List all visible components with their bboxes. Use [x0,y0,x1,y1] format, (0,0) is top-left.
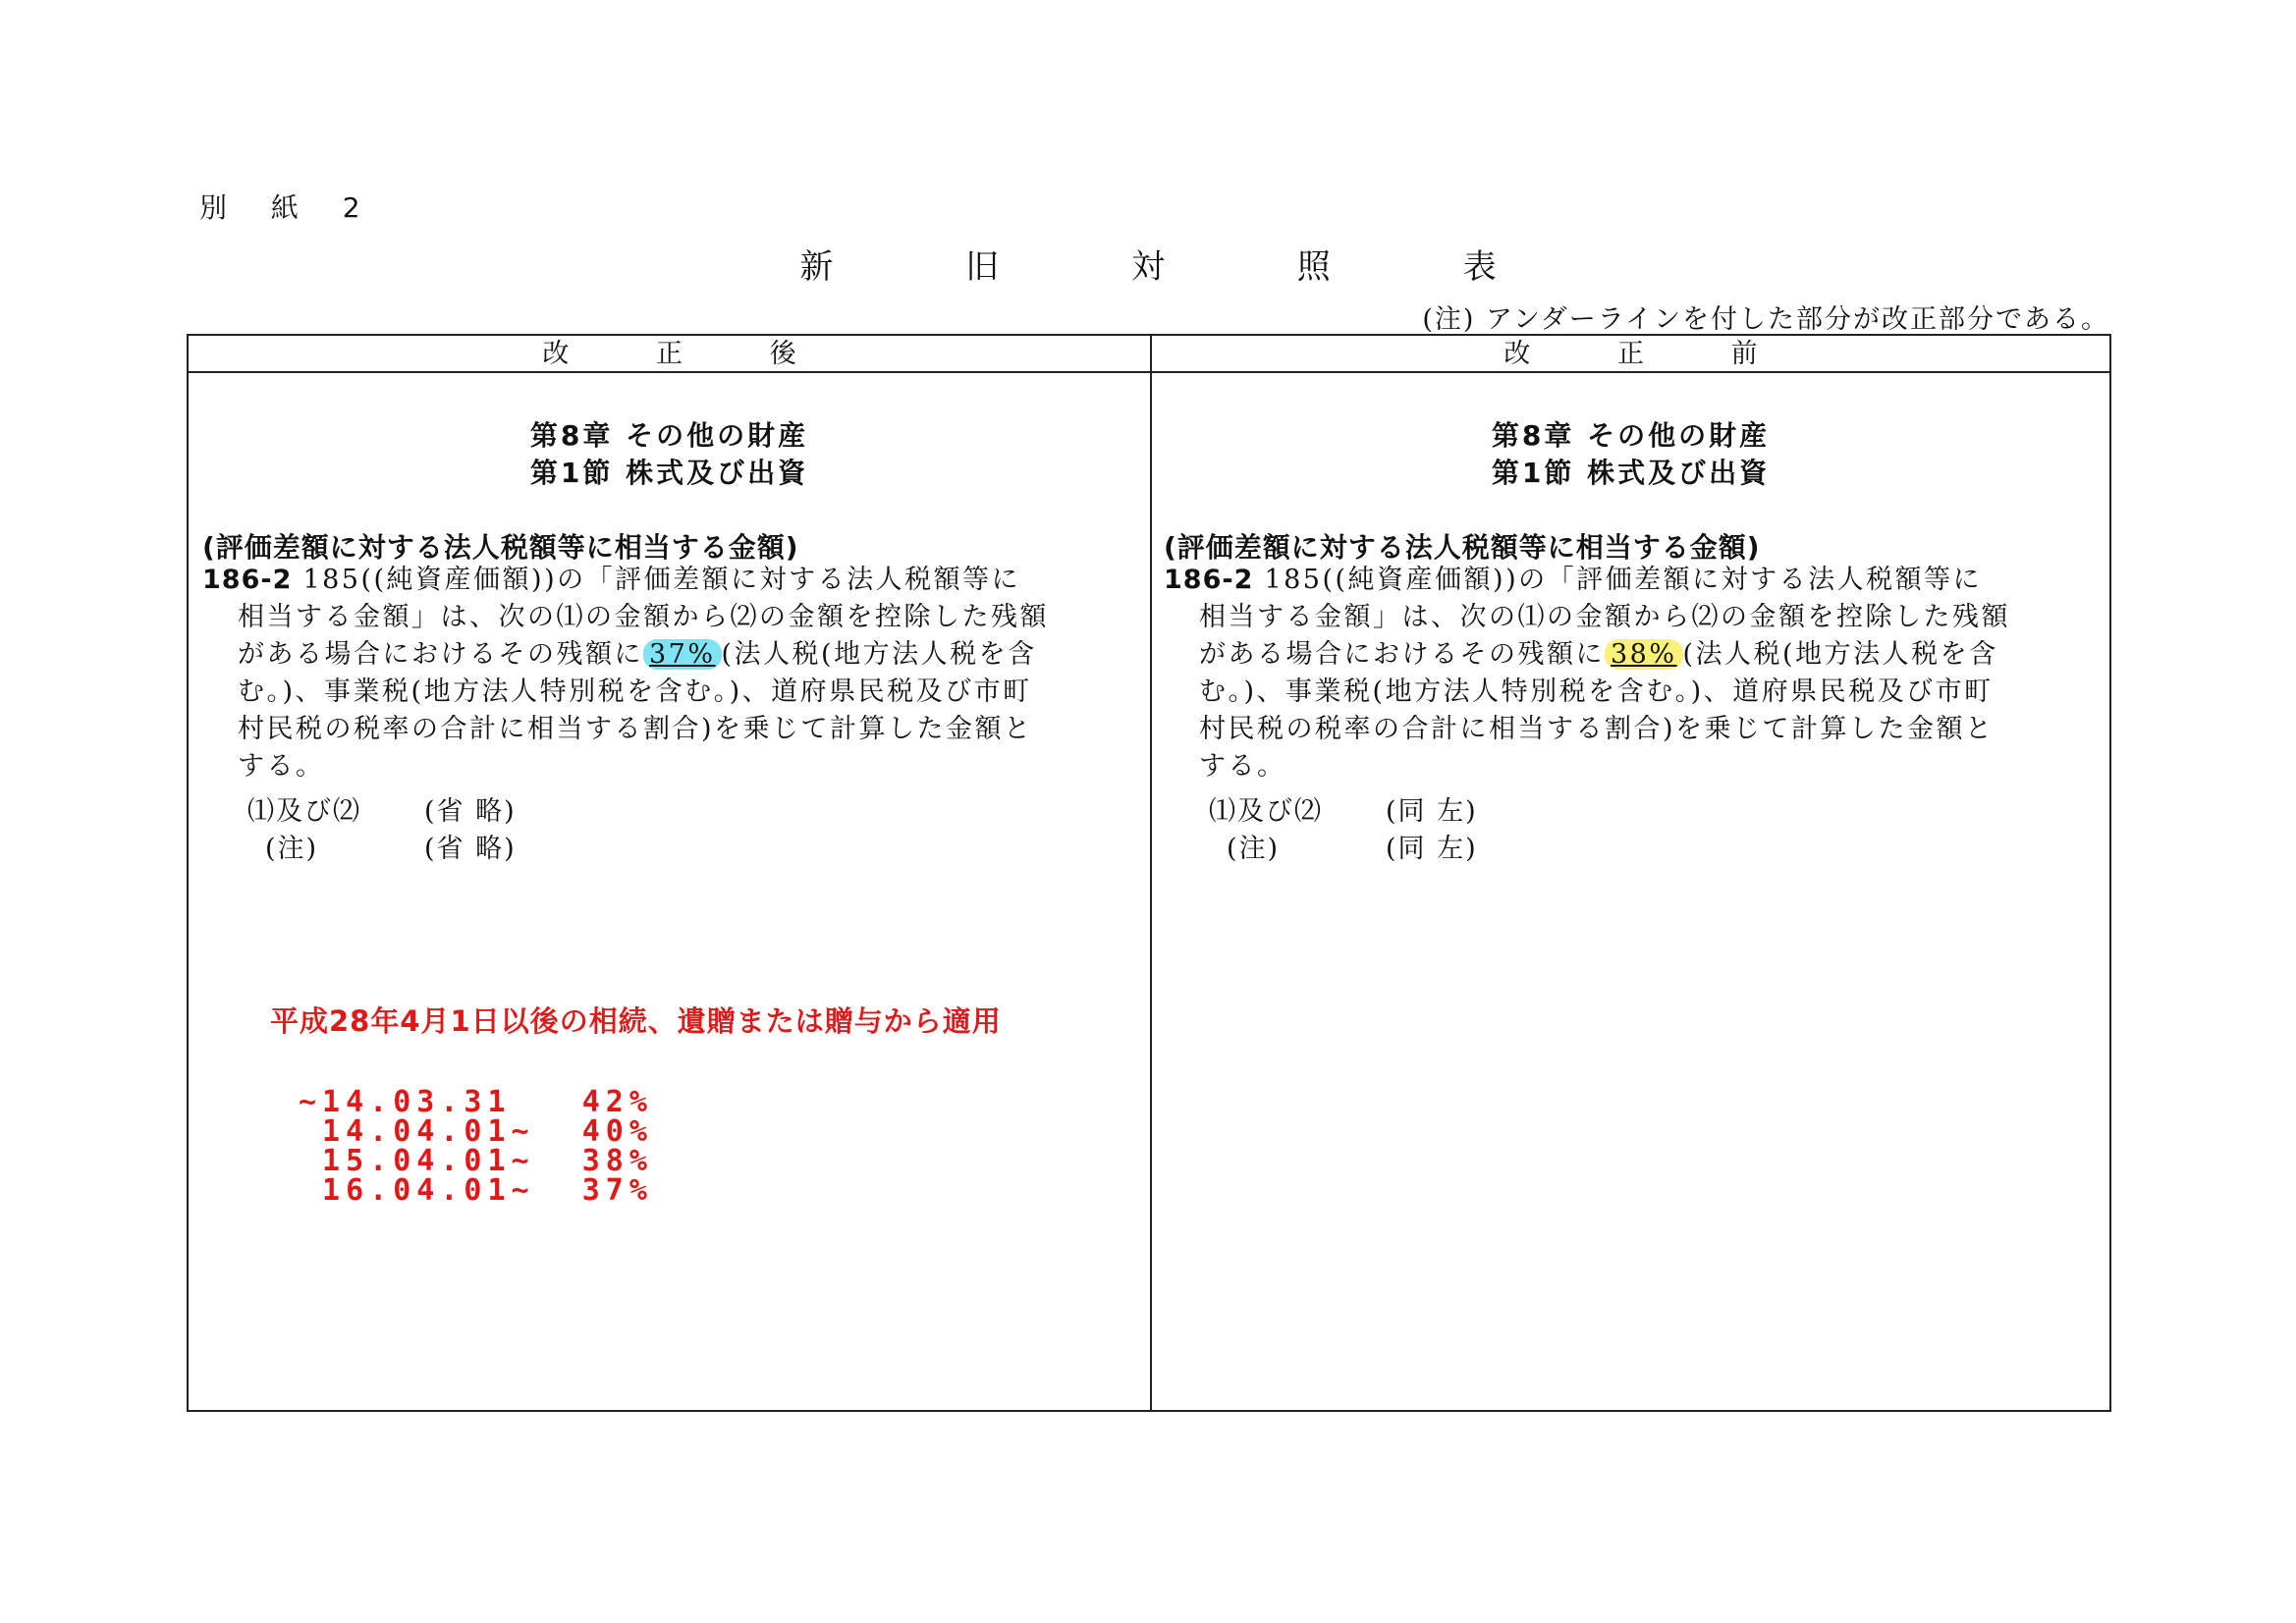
article-line-3-post: (法人税(地方法人税を含 [721,639,1037,670]
article-line-3-pre: がある場合におけるその残額に [238,639,643,670]
revised-column [189,336,1152,1410]
chapter-heading: 第8章 その他の財産 [1491,419,1771,452]
applicability-annotation: 平成28年4月1日以後の相続、遺贈または贈与から適用 [270,1004,1002,1038]
subitem-label: ⑴及び⑵ [1209,796,1323,827]
article-caption: (評価差額に対する法人税額等に相当する金額) [202,531,799,564]
article-line-3-post: (法人税(地方法人税を含 [1682,639,1998,670]
attachment-label: 別 紙 2 [199,191,378,224]
previous-column-heading: 改 正 前 [1150,336,2111,373]
note-label: (注) [265,834,319,864]
article-line-4: む。)、事業税(地方法人特別税を含む。)、道府県民税及び市町 [1199,676,1994,707]
article-body [1164,562,2097,785]
subitem-label: ⑴及び⑵ [247,796,361,827]
article-line-4: む。)、事業税(地方法人特別税を含む。)、道府県民税及び市町 [238,676,1032,707]
chapter-heading: 第8章 その他の財産 [529,419,809,452]
note-value: (省 略) [424,834,517,864]
article-line-2: 相当する金額」は、次の⑴の金額から⑵の金額を控除した残額 [238,602,1049,632]
note-value: (同 左) [1386,834,1478,864]
previous-column [1150,336,2111,1410]
document-title: 新 旧 対 照 表 [799,247,1558,287]
article-body [202,562,1135,785]
article-number: 186-2 [1164,565,1254,595]
article-line-1: 185((純資産価額))の「評価差額に対する法人税額等に [1264,565,1983,595]
section-heading: 第1節 株式及び出資 [1491,457,1771,489]
article-number: 186-2 [202,565,293,595]
section-heading: 第1節 株式及び出資 [529,457,809,489]
article-line-5: 村民税の税率の合計に相当する割合)を乗じて計算した金額と [1199,714,1995,744]
tax-rate-highlight: 38% [1605,639,1683,670]
note-label: (注) [1227,834,1281,864]
article-line-5: 村民税の税率の合計に相当する割合)を乗じて計算した金額と [238,714,1033,744]
article-line-3-pre: がある場合におけるその残額に [1199,639,1605,670]
rate-history-row: 16.04.01~ 37% [299,1173,653,1208]
rate-history [299,1085,653,1208]
rate-history-row: ~14.03.31 42% [299,1085,653,1119]
rate-history-row: 15.04.01~ 38% [299,1144,653,1178]
subitem-value: (同 左) [1386,796,1478,827]
article-line-6: する。 [238,751,325,782]
tax-rate-highlight: 37% [643,639,722,670]
revised-column-heading: 改 正 後 [189,336,1150,373]
article-line-1: 185((純資産価額))の「評価差額に対する法人税額等に [302,565,1021,595]
article-line-6: する。 [1199,751,1286,782]
comparison-table [187,334,2111,1412]
underline-note: (注) アンダーラインを付した部分が改正部分である。 [1422,304,2109,335]
rate-history-row: 14.04.01~ 40% [299,1114,653,1149]
article-line-2: 相当する金額」は、次の⑴の金額から⑵の金額を控除した残額 [1199,602,2010,632]
article-caption: (評価差額に対する法人税額等に相当する金額) [1164,531,1761,564]
subitem-value: (省 略) [424,796,517,827]
